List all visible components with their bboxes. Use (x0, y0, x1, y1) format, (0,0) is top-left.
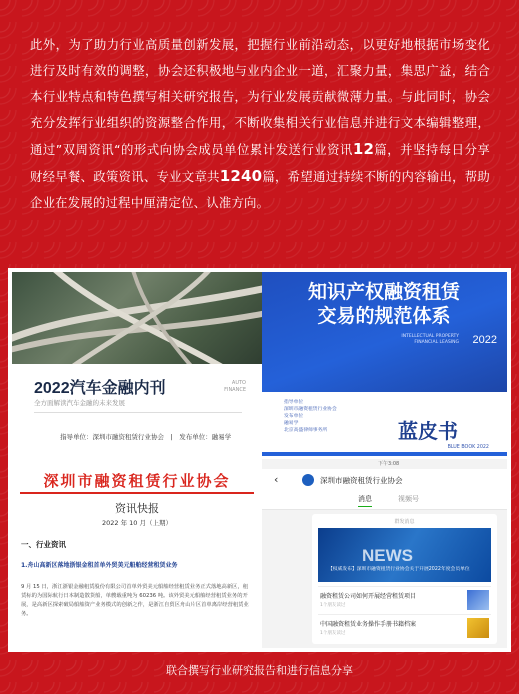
badge-line-1: AUTO (231, 380, 246, 386)
bulletin-title: 资讯快报 (115, 502, 159, 515)
group-message-label: 群发消息 (394, 519, 415, 525)
credit-3: 发布单位 (284, 414, 304, 419)
article-readers: 1个朋友读过 (320, 631, 346, 636)
credit-2: 深圳市融资租赁行业协会 (284, 407, 337, 412)
intro-text-3: 篇，希望通过持续不断的内容输出，帮助企业在发展的过程中厘清定位、认准方向。 (30, 169, 491, 210)
highway-photo (12, 272, 262, 364)
journal-title: 2022汽车金融内刊 (34, 380, 166, 397)
title-line-1: 知识产权融资租赁 (307, 281, 460, 303)
journal-badge (224, 380, 246, 394)
blue-book-stripe (262, 452, 507, 456)
account-name: 深圳市融资租赁行业协会 (320, 476, 403, 485)
divider (34, 412, 242, 413)
title-line-2: 交易的规范体系 (317, 305, 451, 327)
article-title: 中国融资租赁业务操作手册书籍档案 (320, 621, 417, 628)
blue-book-english (401, 334, 459, 346)
blue-book-year: 2022 (472, 334, 497, 346)
news-banner[interactable] (318, 528, 491, 582)
news-count: 12 (352, 140, 375, 158)
publisher-unit: 发布单位：融易学 (179, 433, 232, 441)
en-line-2: FINANCIAL LEASING (414, 340, 459, 345)
back-arrow-icon[interactable]: ‹ (274, 473, 279, 486)
article-thumbnail (467, 618, 489, 638)
bulletin-date: 2022 年 10 月（上期） (101, 519, 172, 527)
blue-book-name: 蓝皮书 (398, 419, 458, 443)
tab-messages[interactable]: 消息 (358, 494, 372, 507)
news-item-title: 1.舟山高新区落地浙银金租首单外贸美元船舶经营租赁业务 (21, 562, 178, 569)
article-title: 融资租赁公司如何开展经营租赁项目 (320, 593, 417, 600)
message-card (312, 514, 497, 644)
credit-5: 北京高盛律师事务所 (284, 428, 328, 433)
guide-unit: 指导单位：深圳市融资租赁行业协会 (60, 433, 164, 441)
article-readers: 1个朋友读过 (320, 603, 346, 608)
collage-caption: 联合撰写行业研究报告和进行信息分享 (166, 664, 353, 677)
wechat-account-screenshot (262, 459, 507, 648)
account-avatar[interactable] (302, 474, 314, 486)
blue-book-title (274, 280, 494, 328)
news-item-body: 9 月 15 日，浙江浙银金融租赁股份有限公司首单外贸美元船舶经营租赁业务正式落地高新区，租赁标的为国际航行日本制造散货船，单艘载重吨为 60236 吨。该外贸美元船舶经营租赁业务的开展，是高新区探索破局船舶资产业务模式的创新之作，是浙江自贸区舟山片区首单离岸经营租赁业务。 (21, 584, 249, 617)
badge-line-2: FINANCE (224, 387, 246, 393)
account-tabs (262, 491, 507, 510)
status-bar-time: 下午3:08 (378, 461, 400, 467)
article-count: 1240 (219, 167, 263, 185)
article-row[interactable] (318, 614, 491, 641)
article-row[interactable] (318, 586, 491, 613)
tab-videos[interactable]: 视频号 (398, 495, 419, 503)
credit-4: 融易学 (284, 421, 299, 426)
banner-headline: 【权威发布】深圳市融资租赁行业协会关于开展2022年度会员单位 (328, 567, 470, 572)
article-thumbnail (467, 590, 489, 610)
image-collage (8, 268, 511, 652)
intro-paragraph (30, 32, 490, 216)
blue-book-credits (284, 399, 337, 434)
journal-subtitle: 全方面解读汽车金融的未来发展 (34, 399, 125, 407)
journal-credits: 指导单位：深圳市融资租赁行业协会 | 发布单位：融易学 (60, 433, 232, 441)
blue-book-english-name: BLUE BOOK 2022 (447, 445, 489, 450)
account-header (262, 469, 507, 491)
red-rule (20, 492, 254, 494)
en-line-1: INTELLECTUAL PROPERTY (401, 334, 459, 339)
section-heading: 一、行业资讯 (21, 540, 66, 549)
intro-text-1: 此外，为了助力行业高质量创新发展，把握行业前沿动态，以更好地根据市场变化进行及时有效的调整，协会还积极地与业内企业一道，汇聚力量，集思广益，结合本行业特点和特色撰写相关研究报告，为行业发展贡献微薄力量。与此同时，协会充分发挥行业组织的资源整合作用，不断收集相关行业信息并进行文本编辑整理，通过”双周资讯“的形式向协会成员单位累计发送行业资讯 (30, 37, 490, 157)
credit-1: 指导单位 (284, 400, 304, 405)
banner-news-text: NEWS (362, 546, 413, 565)
association-header: 深圳市融资租赁行业协会 (43, 472, 231, 490)
intro-text-2: 篇，并坚持每日分享财经早餐、政策资讯、专业文章共 (30, 142, 490, 184)
news-bulletin-document (12, 459, 262, 648)
blue-book-cover (262, 272, 507, 456)
blue-book-banner (262, 272, 507, 392)
auto-finance-journal-cover (12, 272, 262, 456)
road-lines-graphic (12, 272, 262, 364)
